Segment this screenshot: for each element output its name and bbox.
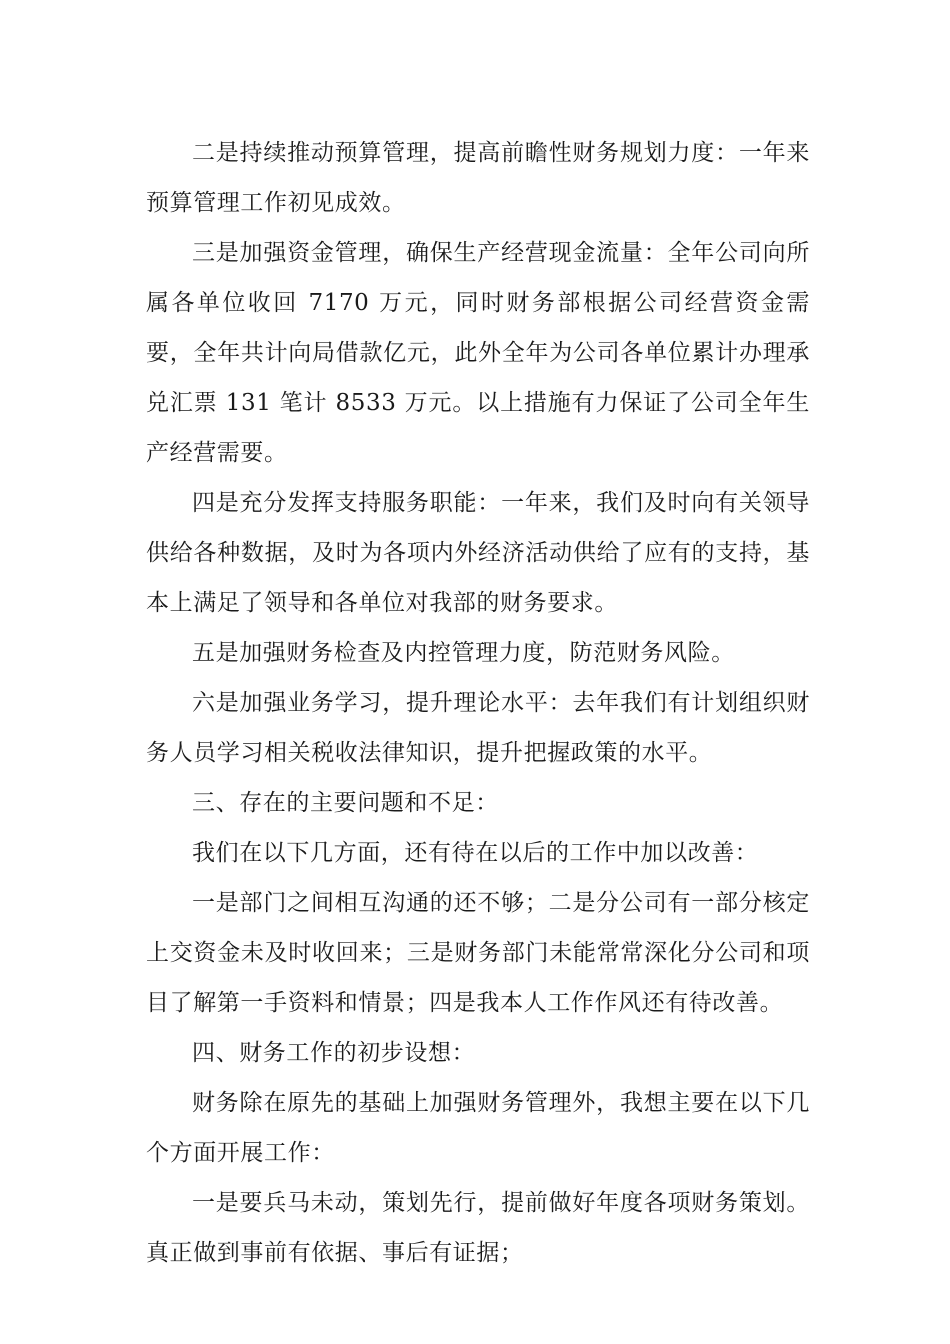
paragraph-plans-intro: 财务除在原先的基础上加强财务管理外，我想主要在以下几个方面开展工作： (146, 1090, 810, 1166)
paragraph-business-learning: 六是加强业务学习，提升理论水平：去年我们有计划组织财务人员学习相关税收法律知识，提升把握政策的水平。 (146, 690, 810, 766)
section-heading-plans: 四、财务工作的初步设想： (192, 1040, 476, 1066)
document-body (146, 128, 810, 1278)
paragraph-problem-list: 一是部门之间相互沟通的还不够；二是分公司有一部分核定上交资金未及时收回来；三是财务部门未能常常深化分公司和项目了解第一手资料和情景；四是我本人工作作风还有待改善。 (146, 890, 810, 1016)
paragraph-plan-one: 一是要兵马未动，策划先行，提前做好年度各项财务策划。真正做到事前有依据、事后有证据； (146, 1190, 810, 1266)
paragraph-improvement-intro: 我们在以下几方面，还有待在以后的工作中加以改善： (192, 840, 759, 866)
paragraph-support-services: 四是充分发挥支持服务职能：一年来，我们及时向有关领导供给各种数据，及时为各项内外经济活动供给了应有的支持，基本上满足了领导和各单位对我部的财务要求。 (146, 490, 810, 616)
paragraph-internal-control: 五是加强财务检查及内控管理力度，防范财务风险。 (192, 640, 735, 666)
section-heading-problems: 三、存在的主要问题和不足： (192, 790, 499, 816)
paragraph-fund-management: 三是加强资金管理，确保生产经营现金流量：全年公司向所属各单位收回 7170 万元，同时财务部根据公司经营资金需要，全年共计向局借款亿元，此外全年为公司各单位累计办理承兑汇票 131 笔计 8533 万元。以上措施有力保证了公司全年生产经营需要。 (146, 240, 810, 466)
paragraph-budget-management: 二是持续推动预算管理，提高前瞻性财务规划力度：一年来预算管理工作初见成效。 (146, 140, 810, 216)
